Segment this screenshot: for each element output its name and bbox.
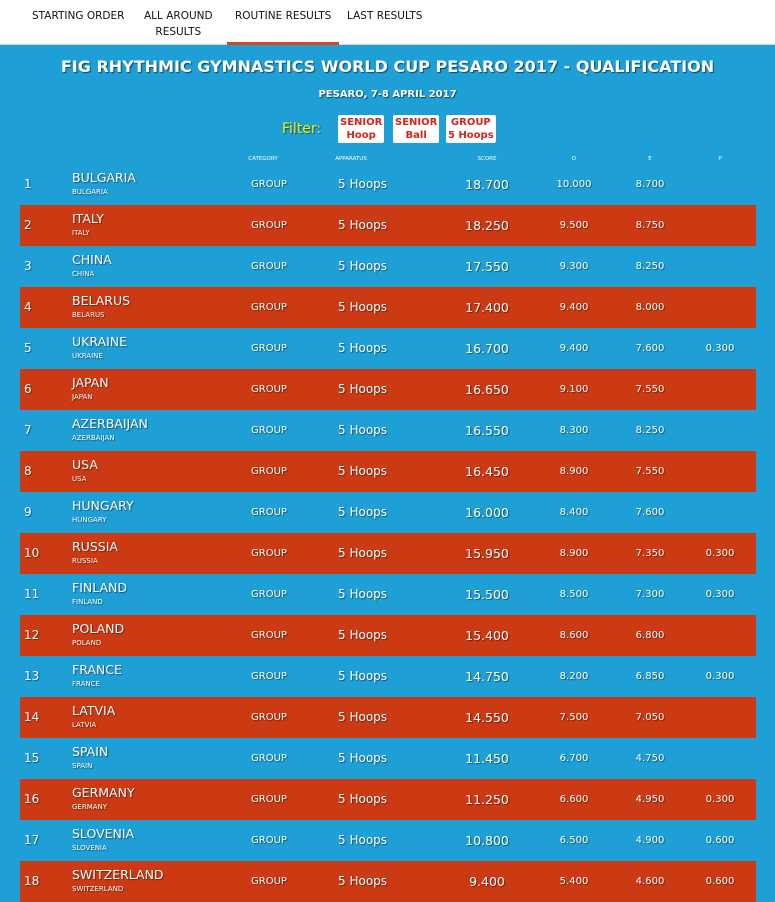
penalty-cell [680,164,760,205]
country-subtitle: JAPAN [72,393,93,401]
country-subtitle: UKRAINE [72,352,103,360]
filter-button-line1: GROUP [450,117,491,128]
country-subtitle: LATVIA [72,721,97,729]
score-cell: 17.400 [465,300,509,315]
score-cell: 16.650 [465,382,509,397]
apparatus-cell: 5 Hoops [338,423,388,437]
country-name: BELARUS [72,293,131,308]
e-score-cell: 7.300 [635,589,665,600]
d-score-cell: 8.900 [559,466,589,477]
country-subtitle: SWITZERLAND [72,885,124,893]
page-subtitle: PESARO, 7-8 APRIL 2017 [318,89,457,100]
score-cell: 16.000 [465,505,509,520]
rank-cell: 2 [24,218,32,232]
country-name: CHINA [72,252,112,267]
tab-all-around-results[interactable] [144,8,213,40]
country-subtitle: USA [72,475,87,483]
category-cell: GROUP [251,425,287,436]
country-subtitle: AZERBAIJAN [72,434,115,442]
table-row[interactable] [20,246,756,287]
rank-cell: 14 [24,710,40,724]
filter-group-5-hoops-button[interactable] [446,115,496,143]
score-cell: 18.250 [465,218,509,233]
d-score-cell: 8.600 [559,630,589,641]
table-row[interactable] [20,574,756,615]
rank-cell: 3 [24,259,32,273]
rank-cell: 18 [24,874,40,888]
country-subtitle: BULGARIA [72,188,108,196]
country-subtitle: GERMANY [72,803,108,811]
top-navigation [0,0,775,45]
penalty-cell [680,738,760,779]
score-cell: 15.500 [465,587,509,602]
score-cell: 15.400 [465,628,509,643]
country-subtitle: POLAND [72,639,102,647]
tab-last-results[interactable] [347,8,422,24]
rank-cell: 17 [24,833,40,847]
category-cell: GROUP [251,343,287,354]
country-name: FINLAND [72,580,128,595]
filter-button-line2: Hoop [346,130,376,141]
e-score-cell: 4.950 [635,794,665,805]
column-header-category: CATEGORY [248,156,278,162]
country-name: SLOVENIA [72,826,135,841]
table-row[interactable] [20,164,756,205]
filter-button-line2: Ball [405,130,427,141]
country-subtitle: CHINA [72,270,95,278]
table-row[interactable] [20,451,756,492]
column-header-p: P [718,156,722,162]
rank-cell: 1 [24,177,32,191]
apparatus-cell: 5 Hoops [338,177,388,191]
penalty-cell: 0.600 [705,835,735,846]
score-cell: 11.450 [465,751,509,766]
category-cell: GROUP [251,466,287,477]
country-name: POLAND [72,621,125,636]
rank-cell: 4 [24,300,32,314]
rank-cell: 16 [24,792,40,806]
d-score-cell: 8.200 [559,671,589,682]
rank-cell: 8 [24,464,32,478]
table-row[interactable] [20,492,756,533]
score-cell: 17.550 [465,259,509,274]
category-cell: GROUP [251,630,287,641]
country-name: GERMANY [72,785,135,800]
e-score-cell: 7.600 [635,343,665,354]
category-cell: GROUP [251,671,287,682]
results-table [0,164,775,902]
apparatus-cell: 5 Hoops [338,300,388,314]
category-cell: GROUP [251,302,287,313]
table-row[interactable] [20,779,756,820]
d-score-cell: 10.000 [556,179,592,190]
e-score-cell: 8.000 [635,302,665,313]
tab-label: STARTING ORDER [32,10,125,22]
column-header-d: D [571,156,577,162]
d-score-cell: 5.400 [559,876,589,887]
penalty-cell [680,697,760,738]
rank-cell: 6 [24,382,32,396]
country-name: SWITZERLAND [72,867,164,882]
penalty-cell: 0.300 [705,343,735,354]
score-cell: 10.800 [465,833,509,848]
apparatus-cell: 5 Hoops [338,710,388,724]
tab-label-line2: RESULTS [155,26,202,38]
e-score-cell: 7.600 [635,507,665,518]
e-score-cell: 6.850 [635,671,665,682]
country-subtitle: FRANCE [72,680,100,688]
penalty-cell [680,451,760,492]
country-name: JAPAN [72,375,109,390]
filter-button-line1: SENIOR [340,117,383,128]
score-cell: 11.250 [465,792,509,807]
apparatus-cell: 5 Hoops [338,792,388,806]
e-score-cell: 4.900 [635,835,665,846]
d-score-cell: 8.400 [559,507,589,518]
filter-button-line2: 5 Hoops [448,130,494,141]
score-cell: 14.550 [465,710,509,725]
score-cell: 16.550 [465,423,509,438]
score-cell: 14.750 [465,669,509,684]
filter-senior-ball-button[interactable] [393,115,439,143]
tab-label: ROUTINE RESULTS [235,10,332,22]
table-row[interactable] [20,410,756,451]
e-score-cell: 7.350 [635,548,665,559]
e-score-cell: 8.250 [635,425,665,436]
penalty-cell: 0.300 [705,548,735,559]
country-name: UKRAINE [72,334,128,349]
table-row[interactable] [20,533,756,574]
category-cell: GROUP [251,179,287,190]
category-cell: GROUP [251,876,287,887]
filter-label: Filter: [282,121,322,137]
apparatus-cell: 5 Hoops [338,874,388,888]
e-score-cell: 4.750 [635,753,665,764]
penalty-cell [680,492,760,533]
e-score-cell: 6.800 [635,630,665,641]
apparatus-cell: 5 Hoops [338,259,388,273]
d-score-cell: 9.500 [559,220,589,231]
country-subtitle: FINLAND [72,598,103,606]
filter-senior-hoop-button[interactable] [338,115,384,143]
tab-routine-results[interactable] [235,8,331,24]
apparatus-cell: 5 Hoops [338,833,388,847]
country-subtitle: BELARUS [72,311,105,319]
penalty-cell: 0.300 [705,671,735,682]
d-score-cell: 9.400 [559,302,589,313]
country-subtitle: RUSSIA [72,557,98,565]
column-header-apparatus: APPARATUS [335,156,367,162]
rank-cell: 11 [24,587,40,601]
penalty-cell [680,410,760,451]
penalty-cell: 0.300 [705,794,735,805]
score-cell: 15.950 [465,546,509,561]
table-row[interactable] [20,205,756,246]
e-score-cell: 8.700 [635,179,665,190]
score-cell: 9.400 [469,874,505,889]
tab-starting-order[interactable] [32,8,124,24]
d-score-cell: 6.700 [559,753,589,764]
category-cell: GROUP [251,794,287,805]
country-name: RUSSIA [72,539,118,554]
apparatus-cell: 5 Hoops [338,628,388,642]
country-subtitle: ITALY [72,229,90,237]
d-score-cell: 9.400 [559,343,589,354]
penalty-cell [680,246,760,287]
country-name: LATVIA [72,703,116,718]
category-cell: GROUP [251,835,287,846]
country-name: ITALY [72,211,104,226]
rank-cell: 10 [24,546,40,560]
country-name: SPAIN [72,744,109,759]
rank-cell: 12 [24,628,40,642]
rank-cell: 7 [24,423,32,437]
d-score-cell: 8.900 [559,548,589,559]
column-header-score: SCORE [477,156,497,162]
country-name: AZERBAIJAN [72,416,148,431]
table-row[interactable] [20,697,756,738]
category-cell: GROUP [251,220,287,231]
category-cell: GROUP [251,261,287,272]
rank-cell: 5 [24,341,32,355]
apparatus-cell: 5 Hoops [338,382,388,396]
apparatus-cell: 5 Hoops [338,341,388,355]
page-title: FIG RHYTHMIC GYMNASTICS WORLD CUP PESARO 2017 - QUALIFICATION [60,57,715,76]
country-subtitle: SPAIN [72,762,93,770]
category-cell: GROUP [251,507,287,518]
e-score-cell: 7.050 [635,712,665,723]
country-subtitle: SLOVENIA [72,844,107,852]
table-row[interactable] [20,738,756,779]
rank-cell: 13 [24,669,40,683]
table-row[interactable] [20,287,756,328]
table-row[interactable] [20,656,756,697]
country-subtitle: HUNGARY [72,516,107,524]
category-cell: GROUP [251,384,287,395]
country-name: USA [72,457,98,472]
e-score-cell: 7.550 [635,466,665,477]
d-score-cell: 8.500 [559,589,589,600]
apparatus-cell: 5 Hoops [338,218,388,232]
e-score-cell: 8.750 [635,220,665,231]
filter-button-line1: SENIOR [395,117,438,128]
column-header-e: E [648,156,652,162]
tab-label: LAST RESULTS [347,10,423,22]
country-name: FRANCE [72,662,122,677]
penalty-cell [680,287,760,328]
d-score-cell: 9.300 [559,261,589,272]
country-name: BULGARIA [72,170,136,185]
penalty-cell [680,205,760,246]
apparatus-cell: 5 Hoops [338,546,388,560]
penalty-cell [680,369,760,410]
score-cell: 16.450 [465,464,509,479]
tab-label: ALL AROUND [144,10,213,22]
d-score-cell: 6.600 [559,794,589,805]
rank-cell: 9 [24,505,32,519]
table-row[interactable] [20,861,756,902]
table-row[interactable] [20,820,756,861]
rank-cell: 15 [24,751,40,765]
table-row[interactable] [20,615,756,656]
score-cell: 18.700 [465,177,509,192]
d-score-cell: 9.100 [559,384,589,395]
apparatus-cell: 5 Hoops [338,669,388,683]
e-score-cell: 7.550 [635,384,665,395]
e-score-cell: 8.250 [635,261,665,272]
d-score-cell: 6.500 [559,835,589,846]
apparatus-cell: 5 Hoops [338,505,388,519]
category-cell: GROUP [251,753,287,764]
apparatus-cell: 5 Hoops [338,751,388,765]
apparatus-cell: 5 Hoops [338,464,388,478]
country-name: HUNGARY [72,498,134,513]
category-cell: GROUP [251,548,287,559]
score-cell: 16.700 [465,341,509,356]
category-cell: GROUP [251,712,287,723]
penalty-cell [680,615,760,656]
table-row[interactable] [20,369,756,410]
d-score-cell: 7.500 [559,712,589,723]
table-row[interactable] [20,328,756,369]
penalty-cell: 0.600 [705,876,735,887]
d-score-cell: 8.300 [559,425,589,436]
e-score-cell: 4.600 [635,876,665,887]
penalty-cell: 0.300 [705,589,735,600]
category-cell: GROUP [251,589,287,600]
apparatus-cell: 5 Hoops [338,587,388,601]
